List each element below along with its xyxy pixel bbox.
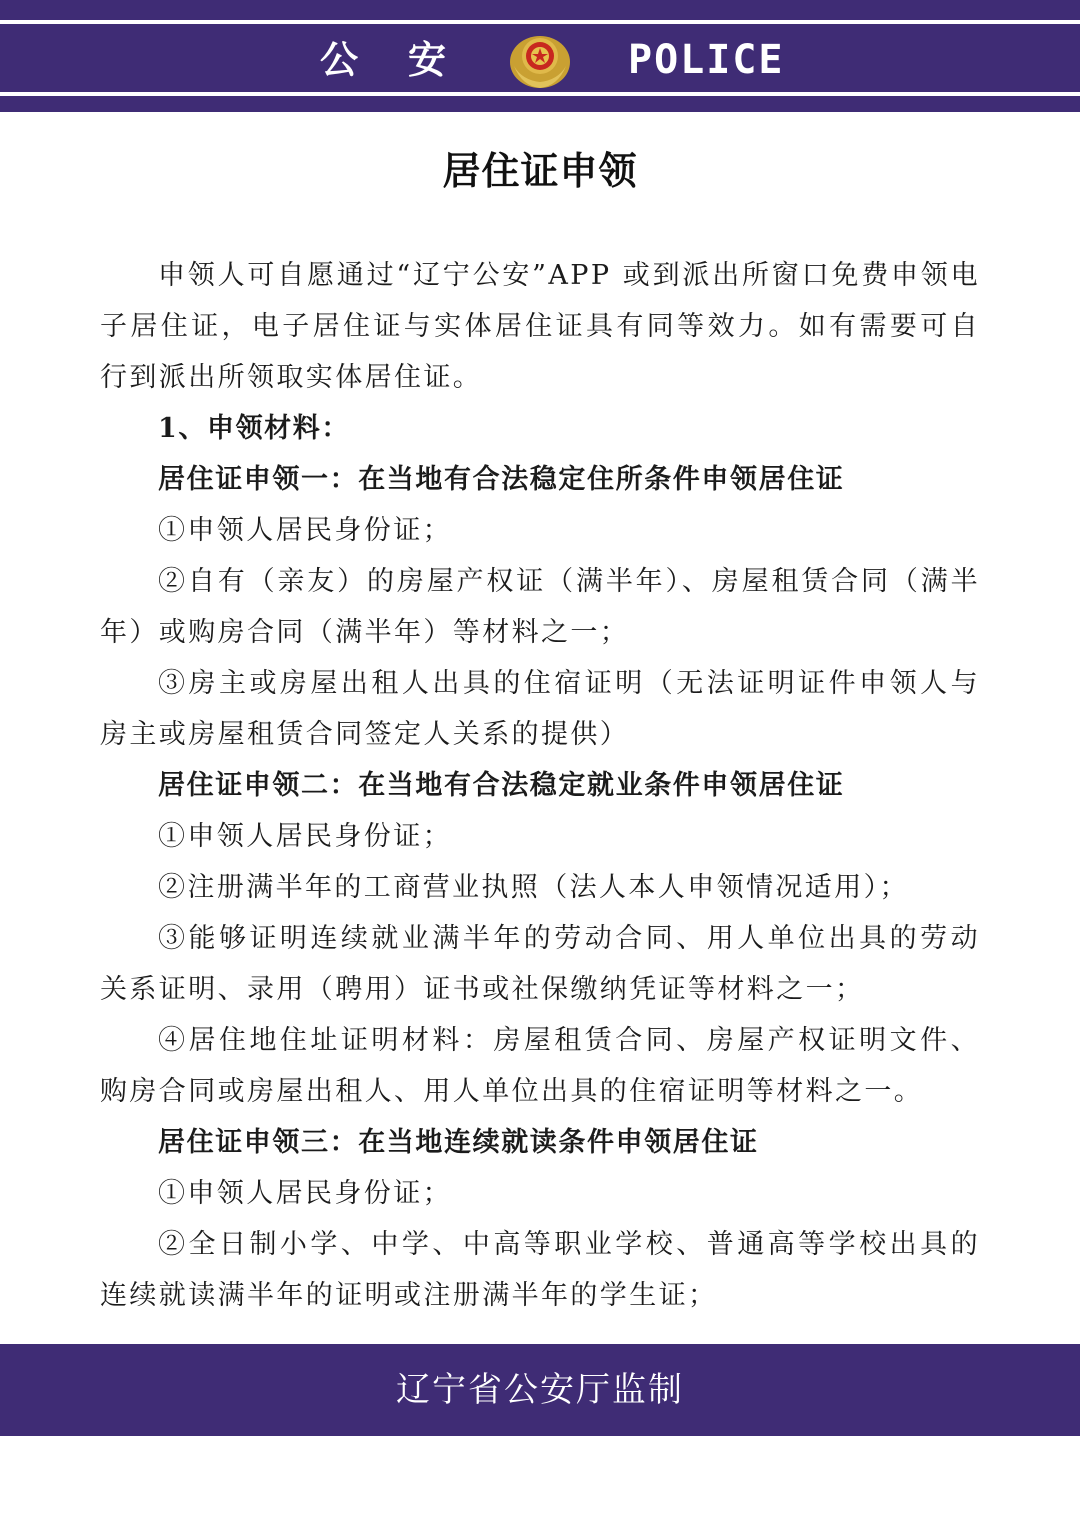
list-item: ③房主或房屋出租人出具的住宿证明（无法证明证件申领人与房主或房屋租赁合同签定人关系的提供） <box>100 668 980 750</box>
subheading-type-three: 居住证申领三：在当地连续就读条件申领居住证 <box>158 1127 759 1158</box>
list-item: ②自有（亲友）的房屋产权证（满半年）、房屋租赁合同（满半年）或购房合同（满半年）等材料之一； <box>100 566 980 648</box>
header-bottom-line <box>0 92 1080 96</box>
subheading-type-one: 居住证申领一：在当地有合法稳定住所条件申领居住证 <box>158 464 845 495</box>
section-heading-materials: 1、申领材料： <box>158 413 350 444</box>
intro-paragraph: 申领人可自愿通过“辽宁公安”APP 或到派出所窗口免费申领电子居住证，电子居住证与实体居住证具有同等效力。如有需要可自行到派出所领取实体居住证。 <box>100 260 980 393</box>
header-right-text: POLICE <box>628 37 785 83</box>
list-item: ②全日制小学、中学、中高等职业学校、普通高等学校出具的连续就读满半年的证明或注册满半年的学生证； <box>100 1229 980 1311</box>
header-band <box>0 0 1080 112</box>
document-body <box>100 250 980 1321</box>
list-item: ②注册满半年的工商营业执照（法人本人申领情况适用）； <box>158 872 909 903</box>
footer-band: 辽宁省公安厅监制 <box>0 1344 1080 1436</box>
list-item: ①申领人居民身份证； <box>158 515 452 546</box>
header-top-line <box>0 20 1080 24</box>
header-char-gong: 公 <box>320 38 361 82</box>
list-item: ①申领人居民身份证； <box>158 821 452 852</box>
header-left-text <box>320 34 496 86</box>
police-emblem-icon <box>508 30 572 90</box>
subheading-type-two: 居住证申领二：在当地有合法稳定就业条件申领居住证 <box>158 770 845 801</box>
list-item: ④居住地住址证明材料：房屋租赁合同、房屋产权证明文件、购房合同或房屋出租人、用人单位出具的住宿证明等材料之一。 <box>100 1025 980 1107</box>
list-item: ①申领人居民身份证； <box>158 1178 452 1209</box>
list-item: ③能够证明连续就业满半年的劳动合同、用人单位出具的劳动关系证明、录用（聘用）证书或社保缴纳凭证等材料之一； <box>100 923 980 1005</box>
header-char-an: 安 <box>408 38 449 82</box>
page-title: 居住证申领 <box>442 148 638 193</box>
